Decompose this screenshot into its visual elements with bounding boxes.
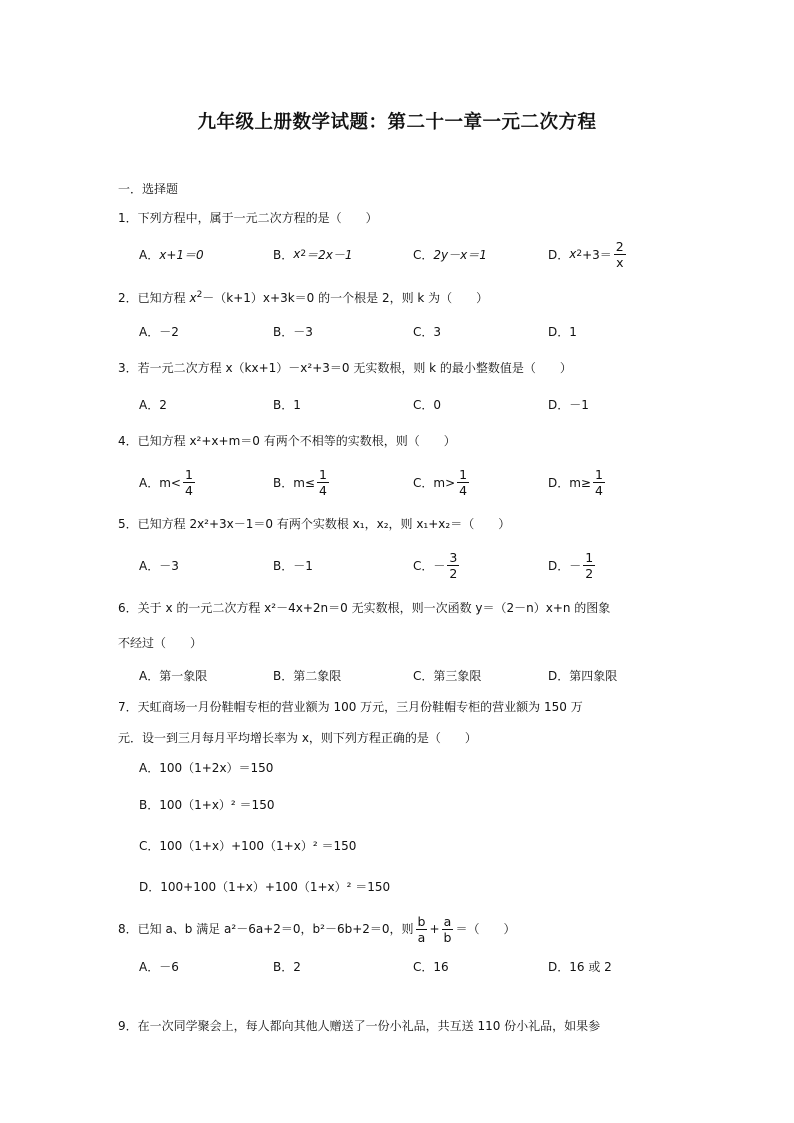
question-1-options <box>139 236 699 272</box>
question-5-options <box>139 547 699 583</box>
option-c: C．－ $\frac{3}{2}$ <box>413 549 458 581</box>
option-d: D．1 <box>548 324 577 339</box>
question-8-options <box>139 948 699 984</box>
option-c: C．m> $\frac{1}{4}$ <box>413 466 468 498</box>
option-d: D．－1 <box>548 397 589 412</box>
option-d: D．第四象限 <box>548 668 618 683</box>
question-7-option-a: A．100（1+2x）＝150 <box>139 761 274 775</box>
option-c: C．16 <box>413 959 449 974</box>
question-7-option-c: C．100（1+x）+100（1+x）² ＝150 <box>139 839 357 853</box>
fraction: $\frac{2}{x}$ <box>615 238 624 270</box>
option-c: C． 2y－x＝1 <box>413 247 487 262</box>
fraction: $\frac{1}{4}$ <box>459 466 468 498</box>
option-b: B．－3 <box>273 324 313 339</box>
question-7-stem-line-1: 7．天虹商场一月份鞋帽专柜的营业额为 100 万元，三月份鞋帽专柜的营业额为 150 万 <box>118 700 583 714</box>
question-3-options <box>139 386 699 422</box>
question-9-stem: 9．在一次同学聚会上，每人都向其他人赠送了一份小礼品，共互送 110 份小礼品，如果参 <box>118 1019 601 1033</box>
question-6-stem-line-2: 不经过（ ） <box>118 636 203 650</box>
question-6-options <box>139 657 699 693</box>
option-b: B． x 2 ＝2x－1 <box>273 247 353 262</box>
option-b: B．第二象限 <box>273 668 342 683</box>
option-b: B．m≤ $\frac{1}{4}$ <box>273 466 327 498</box>
question-6-stem-line-1: 6．关于 x 的一元二次方程 x²－4x+2n＝0 无实数根，则一次函数 y＝（2－n）x+n 的图象 <box>118 601 611 615</box>
page-title: 九年级上册数学试题：第二十一章一元二次方程 <box>197 112 597 133</box>
fraction: $\frac{1}{4}$ <box>595 466 603 498</box>
option-d: D．m≥ $\frac{1}{4}$ <box>548 466 603 498</box>
option-c: C．0 <box>413 397 442 412</box>
fraction: $\frac{1}{2}$ <box>585 549 594 581</box>
question-7-option-d: D．100+100（1+x）+100（1+x）² ＝150 <box>139 880 391 894</box>
option-a: A．m< $\frac{1}{4}$ <box>139 466 193 498</box>
option-d: D． x 2 +3＝ $\frac{2}{x}$ <box>548 238 624 270</box>
option-a: A．2 <box>139 397 167 412</box>
option-d: D．16 或 2 <box>548 959 612 974</box>
question-1-stem: 1．下列方程中，属于一元二次方程的是（ ） <box>118 211 378 225</box>
option-c: C．第三象限 <box>413 668 482 683</box>
option-a: A．－2 <box>139 324 179 339</box>
fraction: $\frac{3}{2}$ <box>449 549 458 581</box>
option-a: A． x+1＝0 <box>139 247 204 262</box>
option-a: A．第一象限 <box>139 668 208 683</box>
question-5-stem: 5．已知方程 2x²+3x－1＝0 有两个实数根 x₁，x₂，则 x₁+x₂＝（ ） <box>118 517 511 531</box>
fraction: $\frac{b}{a}$ <box>417 913 426 945</box>
option-b: B．－1 <box>273 558 313 573</box>
option-c: C．3 <box>413 324 442 339</box>
question-8-stem: 8．已知 a、b 满足 a²－6a+2＝0，b²－6b+2＝0，则 $\frac{b}{a}$ + $\frac{a}{b}$ ＝（ ） <box>118 913 516 945</box>
question-2-options <box>139 313 699 349</box>
question-7-option-b: B．100（1+x）² ＝150 <box>139 798 275 812</box>
option-d: D．－ $\frac{1}{2}$ <box>548 549 594 581</box>
option-a: A．－3 <box>139 558 179 573</box>
question-7-stem-line-2: 元．设一到三月每月平均增长率为 x，则下列方程正确的是（ ） <box>118 731 477 745</box>
question-4-stem: 4．已知方程 x²+x+m＝0 有两个不相等的实数根，则（ ） <box>118 434 456 448</box>
fraction: $\frac{1}{4}$ <box>318 466 327 498</box>
question-4-options <box>139 464 699 500</box>
fraction: $\frac{a}{b}$ <box>443 913 452 945</box>
option-a: A．－6 <box>139 959 179 974</box>
section-heading: 一．选择题 <box>118 182 179 196</box>
question-3-stem: 3．若一元二次方程 x（kx+1）－x²+3＝0 无实数根，则 k 的最小整数值是（ ） <box>118 361 572 375</box>
option-b: B．2 <box>273 959 301 974</box>
question-2-stem: 2．已知方程 $x^2-(k+1)x+3k=0$ 的一个根是 2，则 k 为（ ） <box>118 290 489 305</box>
option-b: B．1 <box>273 397 301 412</box>
fraction: $\frac{1}{4}$ <box>184 466 193 498</box>
